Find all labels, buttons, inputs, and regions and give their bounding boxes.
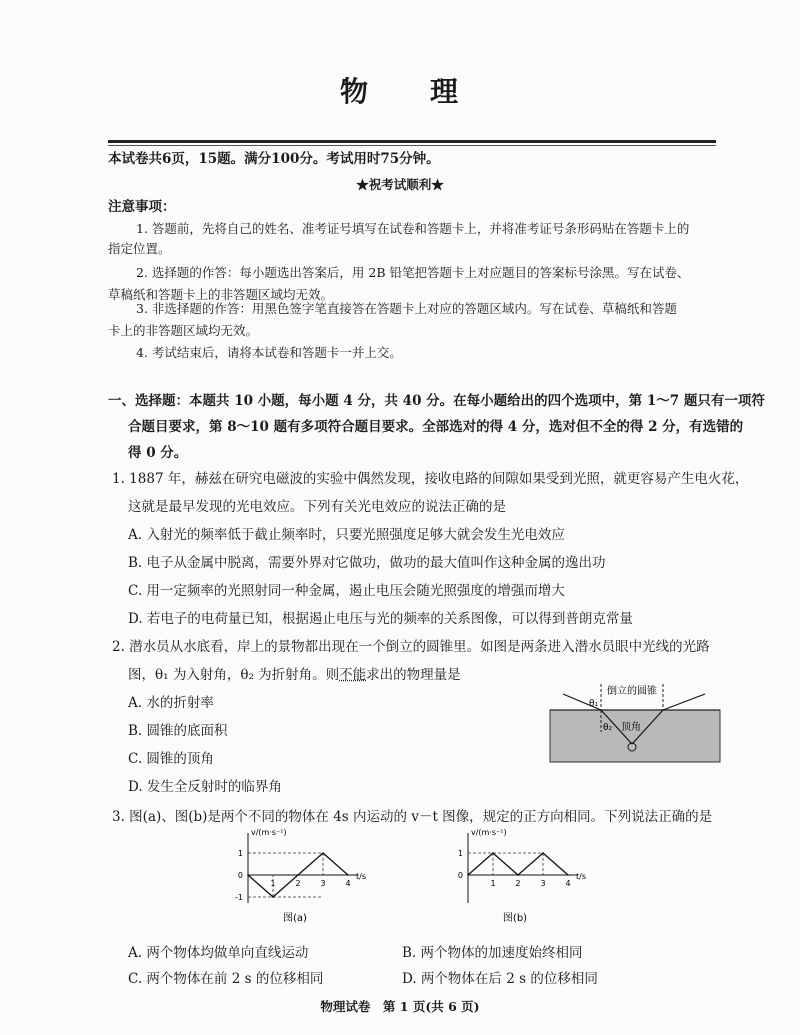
section-instructions: 一、选择题：本题共 10 小题，每小题 4 分，共 40 分。在每小题给出的四个选项中，第 1～7 题只有一项符 (108, 393, 765, 409)
question-2-option-c: C. 圆锥的顶角 (128, 751, 214, 767)
notice-line: 3. 非选择题的作答：用黑色签字笔直接答在答题卡上对应的答题区域内。写在试卷、草稿纸和答题 (136, 301, 677, 316)
question-1-option-b: B. 电子从金属中脱离，需要外界对它做功，做功的最大值叫作这种金属的逸出功 (128, 555, 606, 571)
x-tick-label: 1 (270, 879, 276, 888)
question-2-option-b: B. 圆锥的底面积 (128, 723, 228, 739)
question-1-option-c: C. 用一定频率的光照射同一种金属，遏止电压会随光照强度的增强而增大 (128, 583, 565, 599)
x-tick-label: 3 (540, 879, 546, 888)
header-rule (108, 140, 716, 143)
velocity-time-chart-a (220, 825, 370, 925)
question-3-stem: 3. 图(a)、图(b)是两个不同的物体在 4s 内运动的 v－t 图像，规定的正方向相同。下列说法正确的是 (112, 809, 713, 825)
page-footer: 物理试卷 第 1 页(共 6 页) (320, 999, 480, 1014)
data-point (567, 874, 569, 876)
x-tick-label: 1 (490, 879, 496, 888)
chart-caption: 图(b) (502, 913, 528, 924)
theta1-label: θ₁ (589, 699, 599, 709)
notice-heading: 注意事项： (108, 199, 176, 215)
question-2-option-a: A. 水的折射率 (128, 695, 214, 711)
notice-line: 草稿纸和答题卡上的非答题区域均无效。 (108, 287, 334, 302)
x-tick-label: 2 (515, 879, 521, 888)
data-point (347, 874, 349, 876)
y-axis-label: v/(m·s⁻¹) (251, 828, 287, 837)
good-luck-banner: ★祝考试顺利★ (356, 177, 444, 192)
notice-line: 指定位置。 (108, 241, 171, 256)
section-instructions: 合题目要求，第 8～10 题有多项符合题目要求。全部选对的得 4 分，选对但不全的得 2 分，有选错的 (128, 419, 744, 435)
data-point (492, 852, 494, 854)
x-axis-label: t/s (576, 872, 586, 881)
page-title: 物 理 (339, 75, 460, 108)
apex-angle-label: 顶角 (621, 722, 641, 733)
question-2-stem: 2. 潜水员从水底看，岸上的景物都出现在一个倒立的圆锥里。如图是两条进入潜水员眼中光线的光路 (112, 639, 710, 655)
y-tick-label: 0 (457, 871, 463, 880)
water-region (550, 710, 720, 762)
question-1-stem: 1. 1887 年，赫兹在研究电磁波的实验中偶然发现，接收电路的间隙如果受到光照，就更容易产生电火花， (112, 471, 749, 487)
question-2-stem-part: 求出的物理量是 (366, 667, 461, 683)
incident-ray-right (663, 694, 705, 710)
y-tick-label: 1 (237, 849, 243, 858)
x-tick-label: 4 (565, 879, 571, 888)
question-2-stem-part: 图，θ₁ 为入射角，θ₂ 为折射角。则 (128, 667, 340, 683)
x-axis-label: t/s (356, 872, 366, 881)
question-1-stem: 这就是最早发现的光电效应。下列有关光电效应的说法正确的是 (128, 499, 506, 515)
y-tick-label: -1 (235, 893, 243, 902)
question-3-option-b: B. 两个物体的加速度始终相同 (402, 945, 583, 961)
notice-line: 4. 考试结束后，请将本试卷和答题卡一并上交。 (136, 345, 402, 360)
header-rule-thin (108, 145, 716, 146)
notice-line: 1. 答题前，先将自己的姓名、准考证号填写在试卷和答题卡上，并将准考证号条形码贴在答题卡上的 (136, 221, 690, 236)
series-line (468, 853, 568, 875)
notice-line: 2. 选择题的作答：每小题选出答案后，用 2B 铅笔把答题卡上对应题目的答案标号涂黑。写在试卷、 (136, 265, 690, 280)
velocity-time-chart-b (440, 825, 590, 925)
y-axis-label: v/(m·s⁻¹) (471, 828, 507, 837)
data-point (247, 874, 249, 876)
y-tick-label: 0 (237, 871, 243, 880)
exam-intro: 本试卷共6页，15题。满分100分。考试用时75分钟。 (108, 151, 440, 167)
question-3-option-a: A. 两个物体均做单向直线运动 (128, 945, 309, 961)
data-point (272, 896, 274, 898)
chart-caption: 图(a) (283, 913, 307, 924)
notice-line: 卡上的非答题区域均无效。 (108, 323, 259, 338)
data-point (542, 852, 544, 854)
question-1-option-d: D. 若电子的电荷量已知，根据遏止电压与光的频率的关系图像，可以得到普朗克常量 (128, 611, 633, 627)
refraction-diagram (545, 680, 725, 770)
cone-label: 倒立的圆锥 (607, 686, 657, 697)
x-tick-label: 3 (320, 879, 326, 888)
section-instructions: 得 0 分。 (128, 445, 188, 461)
question-3-option-d: D. 两个物体在后 2 s 的位移相同 (402, 971, 598, 987)
question-1-option-a: A. 入射光的频率低于截止频率时，只要光照强度足够大就会发生光电效应 (128, 527, 565, 543)
emphasis-not: 不能 (339, 667, 367, 683)
theta2-label: θ₂ (603, 723, 613, 733)
x-tick-label: 2 (295, 879, 301, 888)
question-3-option-c: C. 两个物体在前 2 s 的位移相同 (128, 971, 324, 987)
question-2-option-d: D. 发生全反射时的临界角 (128, 779, 282, 795)
data-point (517, 874, 519, 876)
question-2-stem (128, 666, 461, 684)
y-tick-label: 1 (457, 849, 463, 858)
x-tick-label: 4 (345, 879, 351, 888)
data-point (322, 852, 324, 854)
data-point (467, 874, 469, 876)
